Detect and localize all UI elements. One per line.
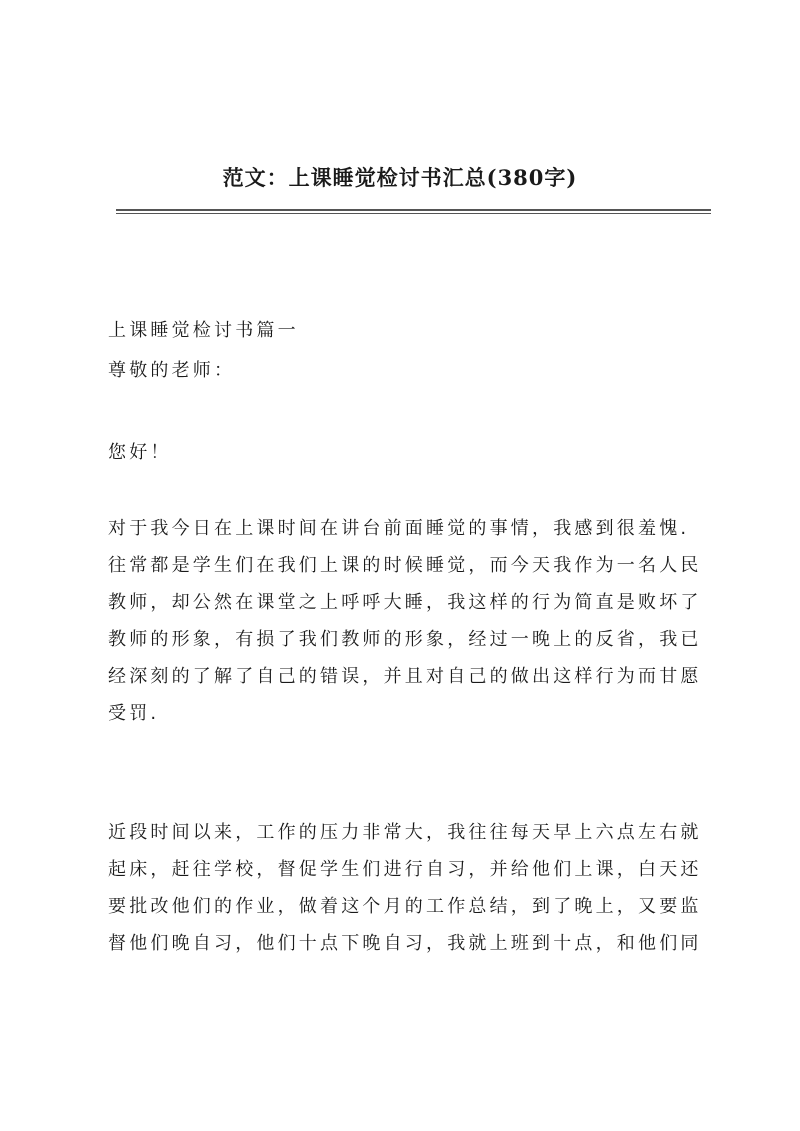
paragraph-line: 经深刻的了解了自己的错误，并且对自己的做出这样行为而甘愿: [108, 666, 702, 687]
title-divider: [116, 209, 711, 214]
paragraph-2: [108, 814, 720, 962]
paragraph-line: 教师，却公然在课堂之上呼呼大睡，我这样的行为简直是败坏了: [108, 592, 702, 613]
paragraph-line: 受罚.: [108, 703, 160, 724]
paragraph-line: 起床，赶往学校，督促学生们进行自习，并给他们上课，白天还: [108, 859, 702, 880]
paragraph-line: 要批改他们的作业，做着这个月的工作总结，到了晚上，又要监: [108, 896, 702, 917]
paragraph-line: 对于我今日在上课时间在讲台前面睡觉的事情，我感到很羞愧.: [108, 518, 690, 539]
salutation: [108, 352, 720, 389]
section-heading: [108, 312, 720, 349]
section-heading-text: 上课睡觉检讨书篇一: [108, 320, 299, 341]
greeting: [108, 434, 720, 471]
paragraph-1: [108, 510, 720, 732]
page-title: 范文：上课睡觉检讨书汇总(380字): [222, 165, 578, 190]
paragraph-line: 督他们晚自习，他们十点下晚自习，我就上班到十点，和他们同: [108, 933, 702, 954]
paragraph-line: 近段时间以来，工作的压力非常大，我往往每天早上六点左右就: [108, 822, 702, 843]
greeting-text: 您好！: [108, 442, 172, 463]
paragraph-line: 教师的形象，有损了我们教师的形象，经过一晚上的反省，我已: [108, 629, 702, 650]
salutation-text: 尊敬的老师：: [108, 360, 236, 381]
paragraph-line: 往常都是学生们在我们上课的时候睡觉，而今天我作为一名人民: [108, 555, 702, 576]
